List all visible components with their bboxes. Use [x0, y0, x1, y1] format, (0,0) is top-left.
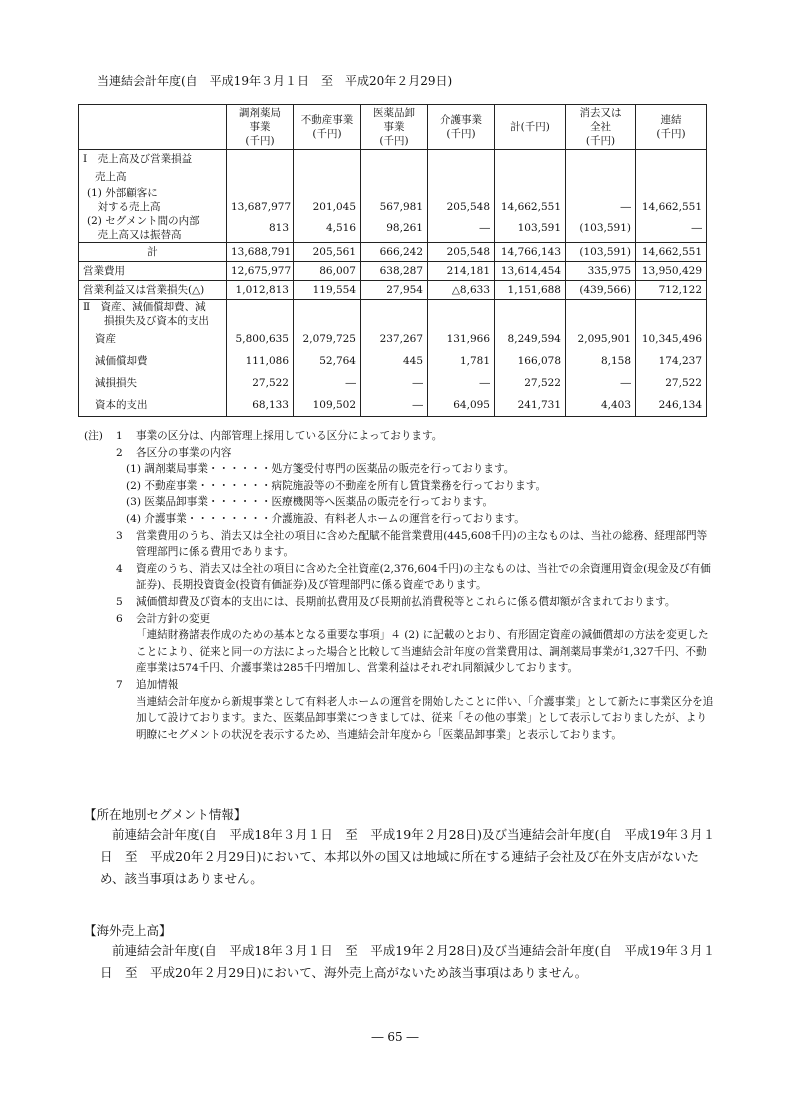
- table-row: [79, 186, 707, 214]
- table-cell: 1,781: [428, 350, 495, 372]
- table-row: [79, 168, 707, 186]
- overseas-sales-body: 前連結会計年度(自 平成18年３月１日 至 平成19年２月28日)及び当連結会計年度(自 平成19年３月１日 至 平成20年２月29日)において、海外売上高がないため該当事項はありません。: [100, 943, 716, 980]
- table-cell: 109,502: [294, 394, 361, 416]
- row-label: 営業費用: [79, 262, 227, 281]
- table-cell: 205,548: [428, 243, 495, 262]
- note-number: 2: [116, 446, 123, 459]
- section-label: Ⅰ 売上高及び営業損益: [79, 150, 227, 169]
- table-cell: 27,522: [636, 372, 707, 394]
- table-cell: 5,800,635: [227, 328, 294, 350]
- row-label: (1) 外部顧客に 対する売上高: [79, 186, 227, 214]
- notes-block: [84, 428, 714, 743]
- section-label: Ⅱ 資産、減価償却費、減 損損失及び資本的支出: [79, 300, 227, 329]
- table-cell: 205,548: [428, 186, 495, 214]
- location-segment-body: 前連結会計年度(自 平成18年３月１日 至 平成19年２月28日)及び当連結会計年度(自 平成19年３月１日 至 平成20年２月29日)において、本邦以外の国又は地域に所在する連結子会社及び在外支店がないため、該当事項はありません。: [100, 827, 716, 886]
- table-header-row: [79, 105, 707, 150]
- table-cell: 214,181: [428, 262, 495, 281]
- table-cell: 14,662,551: [495, 186, 566, 214]
- notes-prefix: (注): [84, 430, 103, 442]
- header-cell: 介護事業 (千円): [428, 105, 495, 150]
- header-cell: [79, 105, 227, 150]
- note-number: 4: [116, 562, 123, 575]
- table-cell: 13,687,977: [227, 186, 294, 214]
- table-cell: ―: [428, 214, 495, 243]
- note-text: 会計方針の変更: [136, 612, 211, 625]
- note-number: 7: [116, 678, 123, 691]
- table-row: [79, 150, 707, 169]
- table-cell: 246,134: [636, 394, 707, 416]
- note-body: 「連結財務諸表作成のための基本となる重要な事項」４ (2) に記載のとおり、有形固定資産の減価償却の方法を変更したことにより、従来と同一の方法によった場合と比較して当連結会計年度の営業費用は、調剤薬局事業が1,327千円、不動産事業は574千円、介護事業は285千円増加し、営業利益はそれぞれ同額減少しております。: [136, 629, 709, 675]
- table-cell: 103,591: [495, 214, 566, 243]
- segment-table: [78, 104, 707, 417]
- row-label: 計: [79, 243, 227, 262]
- table-cell: (103,591): [566, 214, 636, 243]
- table-cell: 14,662,551: [636, 186, 707, 214]
- table-cell: 205,561: [294, 243, 361, 262]
- table-cell: 86,007: [294, 262, 361, 281]
- table-cell: 27,522: [495, 372, 566, 394]
- table-row: [79, 394, 707, 416]
- note-number: 3: [116, 529, 123, 542]
- location-segment-title: 【所在地別セグメント情報】: [84, 807, 247, 822]
- table-cell: 237,267: [361, 328, 428, 350]
- table-cell: 1,012,813: [227, 281, 294, 300]
- table-cell: ―: [361, 372, 428, 394]
- table-cell: 712,122: [636, 281, 707, 300]
- table-cell: 2,095,901: [566, 328, 636, 350]
- header-cell: 不動産事業 (千円): [294, 105, 361, 150]
- table-cell: 52,764: [294, 350, 361, 372]
- header-cell: 消去又は 全社 (千円): [566, 105, 636, 150]
- note-number: 6: [116, 612, 123, 625]
- header-cell: 調剤薬局 事業 (千円): [227, 105, 294, 150]
- table-cell: 64,095: [428, 394, 495, 416]
- header-cell: 医薬品卸 事業 (千円): [361, 105, 428, 150]
- table-cell: 813: [227, 214, 294, 243]
- table-cell: 14,766,143: [495, 243, 566, 262]
- table-cell: 13,688,791: [227, 243, 294, 262]
- note-subitem: (3) 医薬品卸事業・・・・・・医療機関等へ医薬品の販売を行っております。: [126, 496, 494, 509]
- table-cell: ―: [428, 372, 495, 394]
- table-cell: 10,345,496: [636, 328, 707, 350]
- note-text: 事業の区分は、内部管理上採用している区分によっております。: [136, 430, 443, 442]
- table-cell: 131,966: [428, 328, 495, 350]
- table-cell: 1,151,688: [495, 281, 566, 300]
- table-cell: 68,133: [227, 394, 294, 416]
- table-cell: 567,981: [361, 186, 428, 214]
- table-cell: 241,731: [495, 394, 566, 416]
- row-label: 資本的支出: [79, 394, 227, 416]
- note-text: 営業費用のうち、消去又は全社の項目に含めた配賦不能営業費用(445,608千円)の主なものは、当社の総務、経理部門等管理部門に係る費用であります。: [136, 529, 708, 559]
- table-cell: 174,237: [636, 350, 707, 372]
- table-cell: 27,522: [227, 372, 294, 394]
- table-cell: ―: [566, 372, 636, 394]
- table-cell: 13,614,454: [495, 262, 566, 281]
- table-cell: 98,261: [361, 214, 428, 243]
- row-label: 資産: [79, 328, 227, 350]
- overseas-sales-title: 【海外売上高】: [84, 923, 172, 938]
- table-cell: 119,554: [294, 281, 361, 300]
- note-number: 1: [116, 430, 123, 442]
- note-subitem: (1) 調剤薬局事業・・・・・・処方箋受付専門の医薬品の販売を行っております。: [126, 463, 515, 476]
- period-heading: 当連結会計年度(自 平成19年３月１日 至 平成20年２月29日): [97, 74, 453, 88]
- table-cell: 111,086: [227, 350, 294, 372]
- table-cell: 201,045: [294, 186, 361, 214]
- note-subitem: (4) 介護事業・・・・・・・・介護施設、有料老人ホームの運営を行っております。: [126, 512, 525, 525]
- table-row: [79, 372, 707, 394]
- table-cell: 166,078: [495, 350, 566, 372]
- table-cell: 8,249,594: [495, 328, 566, 350]
- table-row: [79, 328, 707, 350]
- note-body: 当連結会計年度から新規事業として有料老人ホームの運営を開始したことに伴い、「介護事業」として新たに事業区分を追加して設けております。また、医薬品卸事業につきましては、従来「その他の事業」として表示しておりましたが、より明瞭にセグメントの状況を表示するため、当連結会計年度から「医薬品卸事業」と表示しております。: [136, 695, 714, 741]
- header-cell: 計(千円): [495, 105, 566, 150]
- table-cell: (103,591): [566, 243, 636, 262]
- table-cell: ―: [361, 394, 428, 416]
- note-text: 資産のうち、消去又は全社の項目に含めた全社資産(2,376,604千円)の主なものは、当社での余資運用資金(現金及び有価証券)、長期投資資金(投資有価証券)及び管理部門に係る資産であります。: [136, 562, 711, 592]
- note-subitem: (2) 不動産事業・・・・・・・病院施設等の不動産を所有し賃貸業務を行っております。: [126, 479, 547, 492]
- table-cell: 2,079,725: [294, 328, 361, 350]
- row-label: 営業利益又は営業損失(△): [79, 281, 227, 300]
- table-cell: △8,633: [428, 281, 495, 300]
- header-cell: 連結 (千円): [636, 105, 707, 150]
- table-cell: ―: [294, 372, 361, 394]
- table-cell: 8,158: [566, 350, 636, 372]
- table-row: [79, 262, 707, 281]
- note-text: 追加情報: [136, 678, 179, 691]
- table-cell: 4,403: [566, 394, 636, 416]
- table-row: [79, 281, 707, 300]
- table-cell: 27,954: [361, 281, 428, 300]
- table-cell: ―: [566, 186, 636, 214]
- table-cell: 4,516: [294, 214, 361, 243]
- table-cell: 14,662,551: [636, 243, 707, 262]
- table-row: [79, 350, 707, 372]
- table-cell: 666,242: [361, 243, 428, 262]
- row-label: 売上高: [79, 168, 227, 186]
- page-number: ― 65 ―: [371, 1030, 419, 1044]
- table-row: [79, 243, 707, 262]
- table-cell: ―: [636, 214, 707, 243]
- note-number: 5: [116, 595, 123, 608]
- table-cell: (439,566): [566, 281, 636, 300]
- table-row: [79, 300, 707, 329]
- note-text: 減価償却費及び資本的支出には、長期前払費用及び長期前払消費税等とこれらに係る償却額が含まれております。: [136, 595, 676, 608]
- table-cell: 445: [361, 350, 428, 372]
- row-label: 減損損失: [79, 372, 227, 394]
- row-label: (2) セグメント間の内部 売上高又は振替高: [79, 214, 227, 243]
- table-cell: 12,675,977: [227, 262, 294, 281]
- table-cell: 335,975: [566, 262, 636, 281]
- row-label: 減価償却費: [79, 350, 227, 372]
- table-row: [79, 214, 707, 243]
- table-cell: 13,950,429: [636, 262, 707, 281]
- note-text: 各区分の事業の内容: [136, 446, 232, 459]
- table-cell: 638,287: [361, 262, 428, 281]
